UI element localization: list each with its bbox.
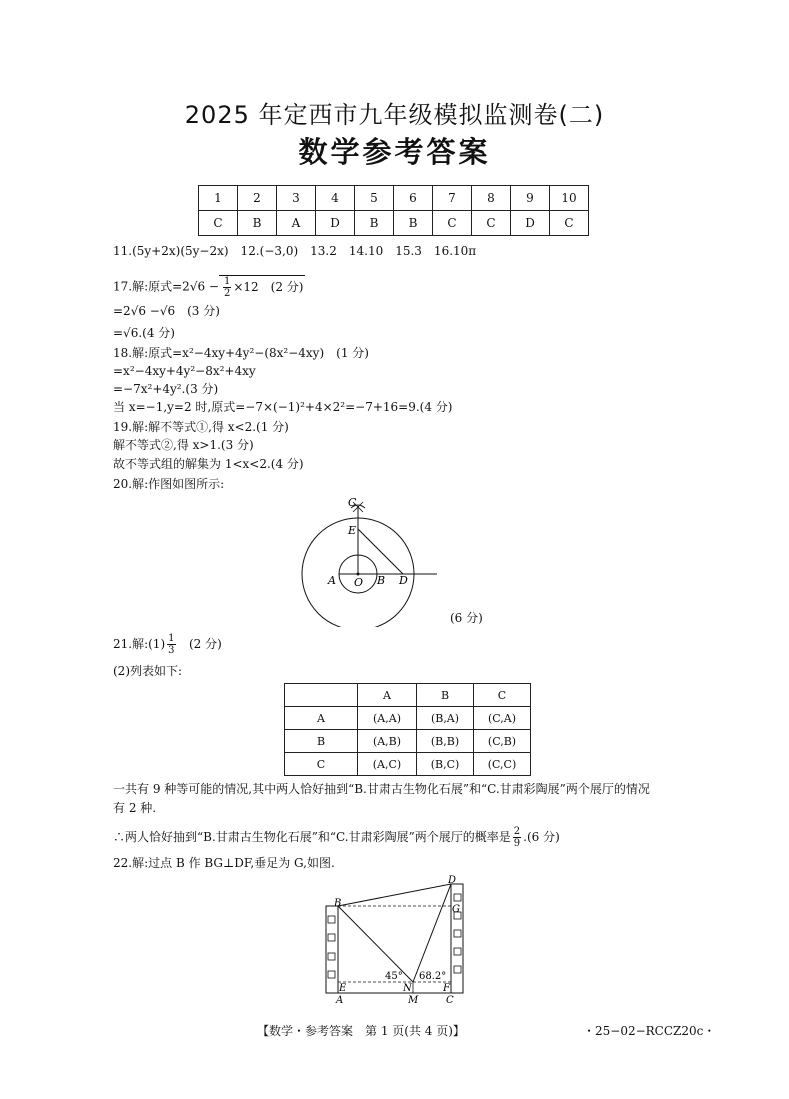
q17-line1 [113, 275, 305, 299]
answer-choice: C [550, 211, 589, 236]
segment-ED [358, 529, 403, 574]
angle-45: 45° [385, 971, 403, 982]
window [328, 934, 335, 941]
label-E: E [339, 983, 347, 994]
q21-line2: (2)列表如下: [113, 664, 183, 678]
angle-68-2: 68.2° [419, 971, 447, 982]
window [328, 971, 335, 978]
sqrt-sign [219, 275, 306, 299]
answer-number: 7 [433, 186, 472, 211]
footer-page-info: 【数学・参考答案 第 1 页(共 4 页)】 [257, 1024, 465, 1038]
label-D: D [399, 574, 408, 587]
answer-choice: A [277, 211, 316, 236]
answer-choice: C [433, 211, 472, 236]
q17-fraction [223, 276, 231, 299]
table-cell: (A,A) [358, 707, 417, 730]
q18-line3: =−7x²+4y².(3 分) [113, 382, 219, 396]
q18-line1: 18.解:原式=x²−4xy+4y²−(8x²−4xy) (1 分) [113, 346, 369, 360]
fraction-denominator: 3 [168, 645, 175, 656]
q19-line3: 故不等式组的解集为 1<x<2.(4 分) [113, 457, 304, 471]
line-BD [338, 884, 451, 906]
q17-line2: =2√6 −√6 (3 分) [113, 304, 220, 318]
fraction-numerator: 2 [513, 826, 521, 837]
fraction-numerator: 1 [168, 633, 175, 644]
table-header-cell: C [474, 684, 531, 707]
table-cell: (A,B) [358, 730, 417, 753]
table-header-cell: A [358, 684, 417, 707]
q21-para1: 一共有 9 种等可能的情况,其中两人恰好抽到“B.甘肃古生物化石展”和“C.甘肃彩陶展”两个展厅的情况 [113, 782, 650, 796]
answer-number: 3 [277, 186, 316, 211]
table-cell: B [285, 730, 358, 753]
q21-fraction [167, 633, 175, 656]
q17-suffix: ×12 (2 分) [233, 280, 304, 294]
q17-line3: =√6.(4 分) [113, 326, 175, 340]
label-C: C [446, 995, 454, 1006]
window [454, 894, 461, 901]
answer-choice: D [316, 211, 355, 236]
q21-suffix: (2 分) [188, 637, 222, 651]
fraction-denominator: 9 [513, 838, 521, 849]
answer-number: 8 [472, 186, 511, 211]
answer-number: 10 [550, 186, 589, 211]
label-O: O [354, 576, 364, 589]
answer-number: 5 [355, 186, 394, 211]
table-header-cell: B [417, 684, 474, 707]
label-B: B [377, 574, 386, 587]
q21-outcome-table [284, 683, 531, 776]
q20-construction-figure [295, 492, 455, 627]
line-ND [413, 884, 451, 982]
table-row [285, 707, 531, 730]
answer-choice: C [199, 211, 238, 236]
table-cell: C [285, 753, 358, 776]
fraction-numerator: 1 [223, 276, 231, 287]
q22-line1: 22.解:过点 B 作 BG⊥DF,垂足为 G,如图. [113, 856, 335, 870]
table-cell: (B,B) [417, 730, 474, 753]
answer-table-numbers-row [199, 186, 589, 211]
answer-choice: D [511, 211, 550, 236]
answer-number: 4 [316, 186, 355, 211]
answer-table [198, 185, 589, 236]
label-N: N [403, 983, 412, 994]
answer-number: 2 [238, 186, 277, 211]
answer-choice: B [355, 211, 394, 236]
answer-number: 1 [199, 186, 238, 211]
label-M: M [408, 995, 419, 1006]
q19-line1: 19.解:解不等式①,得 x<2.(1 分) [113, 420, 289, 434]
table-cell: (B,A) [417, 707, 474, 730]
q20-line1: 20.解:作图如图所示: [113, 477, 225, 491]
answer-number: 6 [394, 186, 433, 211]
label-C: C [348, 496, 357, 509]
answer-table-answers-row [199, 211, 589, 236]
q17-prefix: 17.解:原式=2√6 − [113, 279, 219, 294]
label-F: F [443, 983, 450, 994]
table-row [285, 730, 531, 753]
table-header-row [285, 684, 531, 707]
window [328, 953, 335, 960]
q21-line1 [113, 633, 222, 656]
table-cell: (C,C) [474, 753, 531, 776]
fraction-denominator: 2 [223, 288, 231, 299]
q21-concl-prefix: ∴两人恰好抽到“B.甘肃古生物化石展”和“C.甘肃彩陶展”两个展厅的概率是 [113, 830, 511, 844]
label-A: A [336, 995, 344, 1006]
answer-choice: B [238, 211, 277, 236]
label-D: D [448, 875, 457, 886]
page-subtitle: 数学参考答案 [298, 135, 491, 169]
table-row [285, 753, 531, 776]
footer-code: ・25−02−RCCZ20c・ [583, 1024, 716, 1038]
table-cell: (A,C) [358, 753, 417, 776]
q21-para2: 有 2 种. [113, 801, 157, 815]
answer-choice: B [394, 211, 433, 236]
q20-score: (6 分) [450, 611, 483, 625]
q21-concl-suffix: .(6 分) [523, 830, 560, 844]
answer-choice: C [472, 211, 511, 236]
answer-number: 9 [511, 186, 550, 211]
label-G: G [452, 904, 460, 915]
fill-blank-answers: 11.(5y+2x)(5y−2x) 12.(−3,0) 13.2 14.10 15.3 16.10π [113, 244, 477, 258]
q18-line4: 当 x=−1,y=2 时,原式=−7×(−1)²+4×2²=−7+16=9.(4 分) [113, 400, 453, 414]
table-cell: (C,B) [474, 730, 531, 753]
q21-conclusion [113, 826, 560, 849]
window [454, 966, 461, 973]
table-cell: A [285, 707, 358, 730]
q22-geometry-figure [318, 872, 478, 1007]
table-header-cell [285, 684, 358, 707]
table-cell: (C,A) [474, 707, 531, 730]
window [328, 916, 335, 923]
label-E: E [348, 524, 357, 537]
q21-concl-fraction [513, 826, 521, 849]
label-A: A [328, 574, 336, 587]
q18-line2: =x²−4xy+4y²−8x²+4xy [113, 364, 256, 378]
label-B: B [334, 898, 342, 909]
page-title: 2025 年定西市九年级模拟监测卷(二) [184, 101, 605, 129]
window [454, 948, 461, 955]
window [454, 930, 461, 937]
q21-prefix: 21.解:(1) [113, 637, 166, 651]
table-cell: (B,C) [417, 753, 474, 776]
q19-line2: 解不等式②,得 x>1.(3 分) [113, 438, 254, 452]
